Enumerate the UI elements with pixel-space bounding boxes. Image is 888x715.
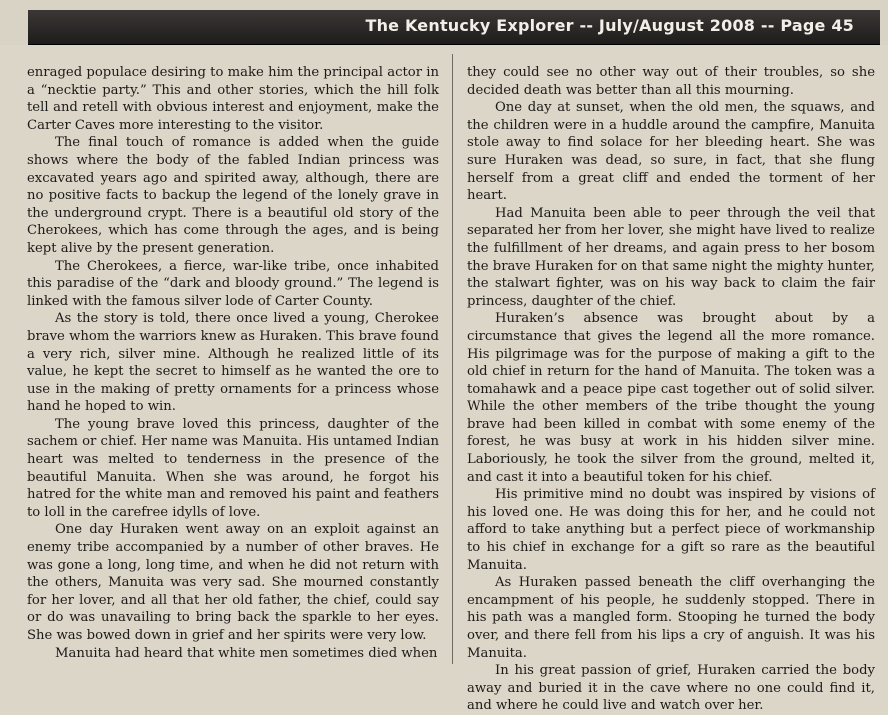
header-bar <box>0 0 888 45</box>
paragraph: enraged populace desiring to make him the principal actor in a “necktie party.” This and other stories, which the hill folk tell and retell with obvious interest and enjoyment, make the Carter Caves more interesting to the visitor. <box>27 65 439 133</box>
right-column <box>467 64 875 715</box>
paragraph: As Huraken passed beneath the cliff overhanging the encampment of his people, he suddenly stopped. There in his path was a mangled form. Stooping he turned the body over, and there fell from his lips a cry of anguish. It was his Manuita. <box>467 575 875 661</box>
paragraph: The Cherokees, a fierce, war-like tribe, once inhabited this paradise of the “dark and bloody ground.” The legend is linked with the famous silver lode of Carter County. <box>27 258 439 309</box>
paragraph: Huraken’s absence was brought about by a circumstance that gives the legend all the more romance. His pilgrimage was for the purpose of making a gift to the old chief in return for the hand of Manuita. The token was a tomahawk and a peace pipe cast together out of solid silver. While the other members of the tribe thought the young brave had been killed in combat with some enemy of the forest, he was busy at work in his hidden silver mine. Laboriously, he took the silver from the ground, melted it, and cast it into a beautiful token for his chief. <box>467 311 875 485</box>
paragraph: Manuita had heard that white men sometimes died when <box>55 645 438 661</box>
paragraph: The young brave loved this princess, daughter of the sachem or chief. Her name was Manuita. His untamed Indian heart was melted to tenderness in the presence of the beautiful Manuita. When she was around, he forgot his hatred for the white man and removed his paint and feathers to loll in the carefree idylls of love. <box>27 416 439 520</box>
header-band <box>28 10 880 44</box>
paragraph: His primitive mind no doubt was inspired by visions of his loved one. He was doing this for her, and he could not afford to take anything but a perfect piece of workmanship to his chief in exchange for a gift so rare as the beautiful Manuita. <box>467 487 875 573</box>
paragraph: they could see no other way out of their troubles, so she decided death was better than all this mourning. <box>467 65 875 98</box>
paragraph: In his great passion of grief, Huraken carried the body away and buried it in the cave where no one could find it, and where he could live and watch over her. <box>467 663 875 714</box>
column-divider <box>452 54 453 664</box>
paragraph: Had Manuita been able to peer through the veil that separated her from her lover, she might have lived to realize the fulfillment of her dreams, and again press to her bosom the brave Huraken for on that same night the mighty hunter, the stalwart fighter, was on his way back to claim the fair princess, daughter of the chief. <box>467 205 875 309</box>
paragraph: As the story is told, there once lived a young, Cherokee brave whom the warriors knew as Huraken. This brave found a very rich, silver mine. Although he realized little of its value, he kept the secret to himself as he wanted the ore to use in the making of pretty ornaments for a princess whose hand he hoped to win. <box>27 311 439 415</box>
paragraph: The final touch of romance is added when the guide shows where the body of the fabled Indian princess was excavated years ago and spirited away, although, there are no positive facts to backup the legend of the lonely grave in the underground crypt. There is a beautiful old story of the Cherokees, which has come through the ages, and is being kept alive by the present generation. <box>27 135 439 256</box>
paragraph: One day Huraken went away on an exploit against an enemy tribe accompanied by a number of other braves. He was gone a long, long time, and when he did not return with the others, Manuita was very sad. She mourned constantly for her lover, and all that her old father, the chief, could say or do was unavailing to bring back the sparkle to her eyes. She was bowed down in grief and her spirits were very low. <box>27 522 439 643</box>
page-header-title: The Kentucky Explorer -- July/August 2008 -- Page 45 <box>365 16 854 35</box>
left-column <box>27 64 439 662</box>
paragraph: One day at sunset, when the old men, the squaws, and the children were in a huddle around the campfire, Manuita stole away to find solace for her bleeding heart. She was sure Huraken was dead, so sure, in fact, that she flung herself from a great cliff and ended the torment of her heart. <box>467 100 875 204</box>
